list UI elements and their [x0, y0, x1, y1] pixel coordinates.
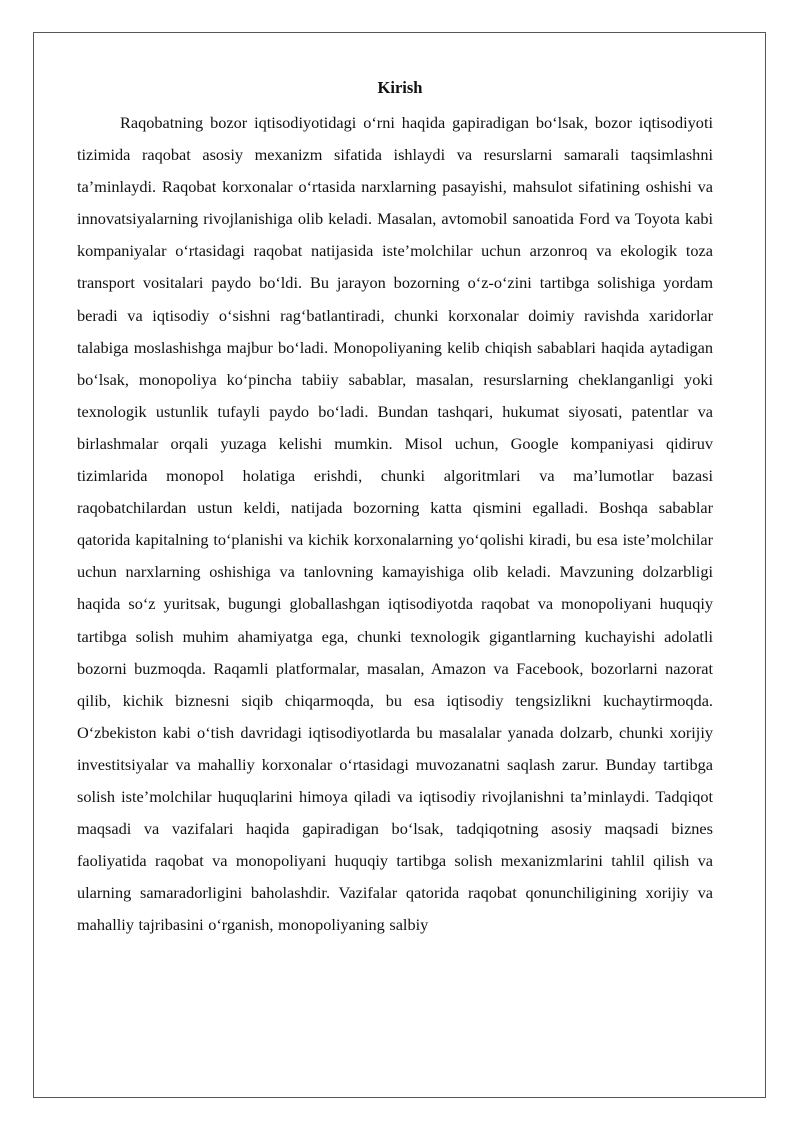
- page-title: Kirish: [377, 78, 423, 97]
- body-paragraph: Raqobatning bozor iqtisodiyotidagi o‘rni haqida gapiradigan bo‘lsak, bozor iqtisodiyoti tizimida raqobat asosiy mexanizm sifatida ishlaydi va resurslarni samarali taqsimlashni ta’minlaydi. Raqobat korxonalar o‘rtasida narxlarning pasayishi, mahsulot sifatining oshishi va innovatsiyalarning rivojlanishiga olib keladi. Masalan, avtomobil sanoatida Ford va Toyota kabi kompaniyalar o‘rtasidagi raqobat natijasida iste’molchilar uchun arzonroq va ekologik toza transport vositalari paydo bo‘ldi. Bu jarayon bozorning o‘z-o‘zini tartibga solishiga yordam beradi va iqtisodiy o‘sishni rag‘batlantiradi, chunki korxonalar doimiy ravishda xaridorlar talabiga moslashishga majbur bo‘ladi. Monopoliyaning kelib chiqish sabablari haqida aytadigan bo‘lsak, monopoliya ko‘pincha tabiiy sabablar, masalan, resurslarning cheklanganligi yoki texnologik ustunlik tufayli paydo bo‘ladi. Bundan tashqari, hukumat siyosati, patentlar va birlashmalar orqali yuzaga kelishi mumkin. Misol uchun, Google kompaniyasi qidiruv tizimlarida monopol holatiga erishdi, chunki algoritmlari va ma’lumotlar bazasi raqobatchilardan ustun keldi, natijada bozorning katta qismini egalladi. Boshqa sabablar qatorida kapitalning to‘planishi va kichik korxonalarning yo‘qolishi kiradi, bu esa iste’molchilar uchun narxlarning oshishiga va tanlovning kamayishiga olib keladi. Mavzuning dolzarbligi haqida so‘z yuritsak, bugungi globallashgan iqtisodiyotda raqobat va monopoliyani huquqiy tartibga solish muhim ahamiyatga ega, chunki texnologik gigantlarning kuchayishi adolatli bozorni buzmoqda. Raqamli platformalar, masalan, Amazon va Facebook, bozorlarni nazorat qilib, kichik biznesni siqib chiqarmoqda, bu esa iqtisodiy tengsizlikni kuchaytirmoqda. O‘zbekiston kabi o‘tish davridagi iqtisodiyotlarda bu masalalar yanada dolzarb, chunki xorijiy investitsiyalar va mahalliy korxonalar o‘rtasidagi muvozanatni saqlash zarur. Bunday tartibga solish iste’molchilar huquqlarini himoya qiladi va iqtisodiy rivojlanishni ta’minlaydi. Tadqiqot maqsadi va vazifalari haqida gapiradigan bo‘lsak, tadqiqotning asosiy maqsadi biznes faoliyatida raqobat va monopoliyani huquqiy tartibga solish mexanizmlarini tahlil qilish va ularning samaradorligini baholashdir. Vazifalar qatorida raqobat qonunchiligining xorijiy va mahalliy tajribasini o‘rganish, monopoliyaning salbiy: [77, 113, 713, 935]
